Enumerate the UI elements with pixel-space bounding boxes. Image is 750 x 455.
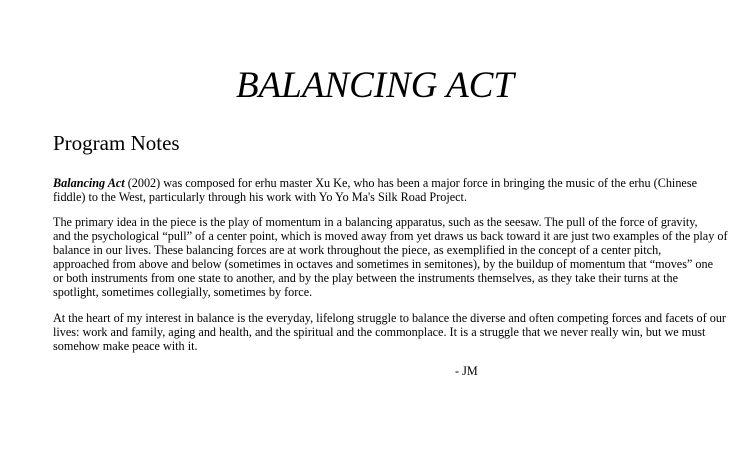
paragraph-line: The primary idea in the piece is the play of momentum in a balancing apparatus, such as the seesaw. The pull of the force of gravity,: [53, 215, 698, 229]
paragraph-line: approached from above and below (sometimes in octaves and sometimes in semitones), by the buildup of momentum that “moves” one: [53, 257, 713, 271]
section-heading: Program Notes: [53, 131, 180, 155]
paragraph-line: lives: work and family, aging and health, and the spiritual and the commonplace. It is a struggle that we never really win, but we must: [53, 325, 706, 339]
work-title: Balancing Act: [53, 176, 125, 190]
line-text: (2002) was composed for erhu master Xu Ke, who has been a major force in bringing the music of the erhu (Chinese: [124, 176, 697, 190]
paragraph-line: and the psychological “pull” of a center point, which is moved away from yet draws us back toward it are just two examples of the play of: [53, 229, 728, 243]
paragraph-line: spotlight, sometimes collegially, sometimes by force.: [53, 285, 313, 299]
paragraph-intro: [53, 176, 733, 204]
signature: - JM: [455, 364, 478, 378]
paragraph-line: balance in our lives. These balancing forces are at work throughout the piece, as exemplified in the concept of a center pitch,: [53, 243, 662, 257]
paragraph-line: [53, 176, 733, 190]
paragraph-line: At the heart of my interest in balance is the everyday, lifelong struggle to balance the diverse and often competing forces and facets of our: [53, 311, 726, 325]
paragraph-heart: [53, 311, 733, 353]
paragraph-primary-idea: [53, 215, 733, 299]
paragraph-line: somehow make peace with it.: [53, 339, 198, 353]
page-title: BALANCING ACT: [236, 65, 514, 106]
paragraph-line: or both instruments from one state to another, and by the play between the instruments themselves, as they take their turns at the: [53, 271, 678, 285]
paragraph-line: fiddle) to the West, particularly through his work with Yo Yo Ma's Silk Road Project.: [53, 190, 467, 204]
